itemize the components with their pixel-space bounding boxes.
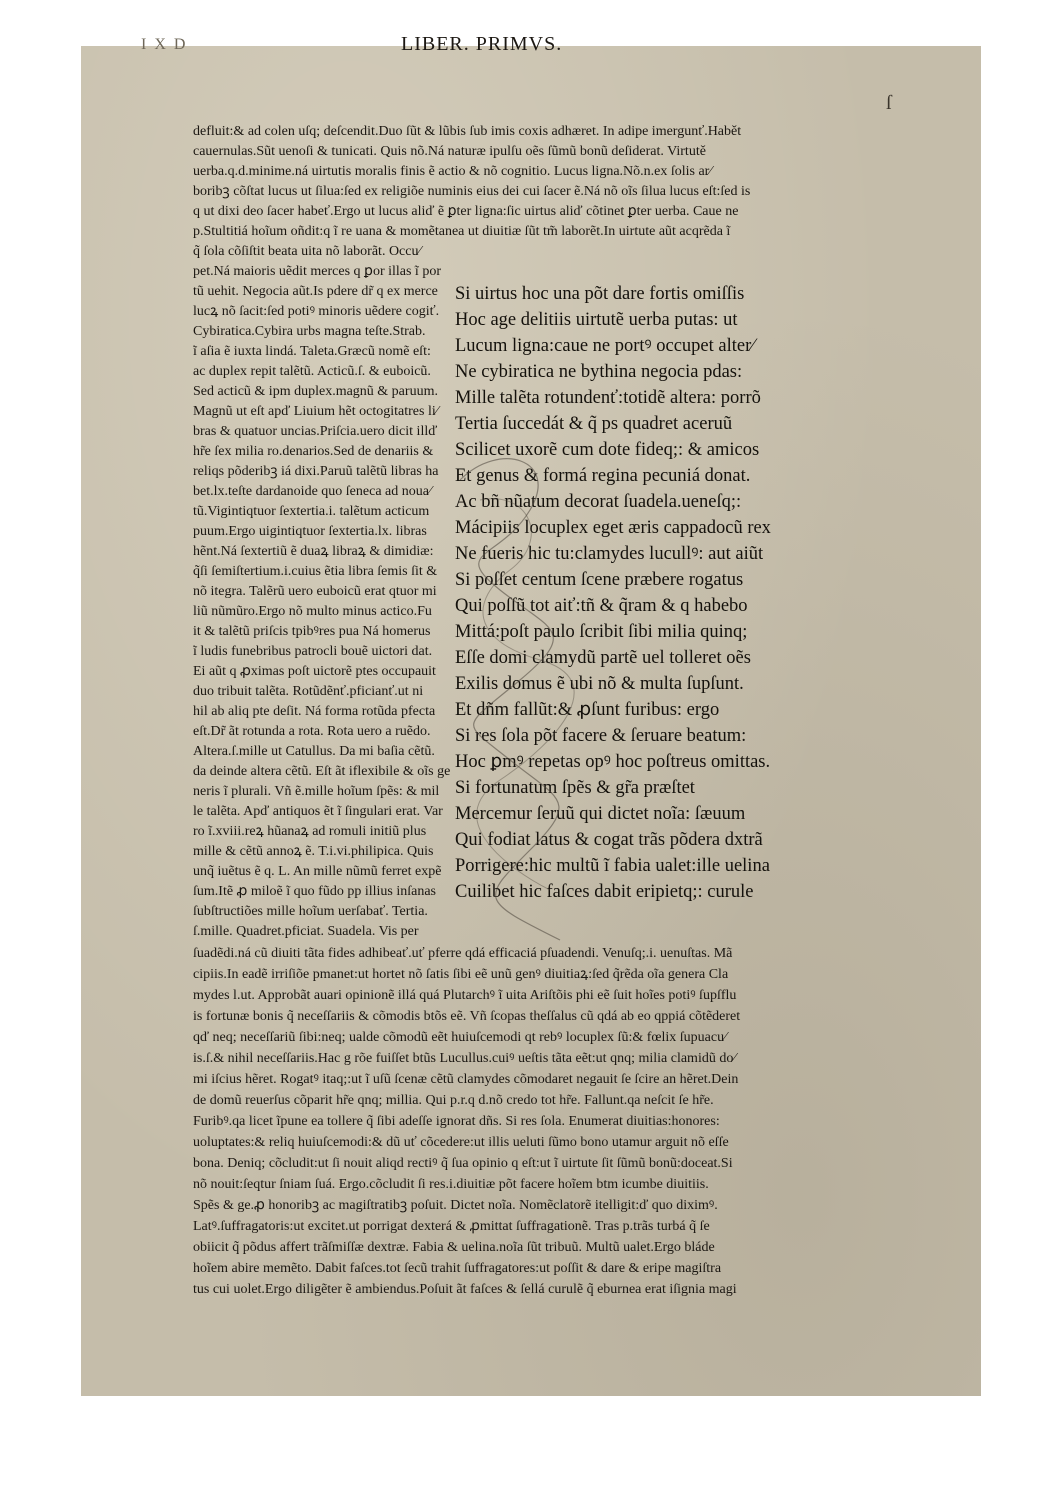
commentary-line: de domũ reuerſus cõparit hr̃e qnq; millia. Qui p.r.q d.nõ credo tot hr̃e. Fallunt.qa neſcit ſe hr̃e. (193, 1093, 714, 1108)
commentary-line: ro ĩ.xviii.reꝝ hũanaꝝ ad romuli initiũ plus (193, 824, 427, 839)
commentary-line: puum.Ergo uigintiqtuor ſextertia.lx. libras (193, 524, 427, 539)
commentary-line: uoluptates:& reliq huiuſcemodi:& dũ uť cõcedere:ut illis ueluti ſũmo bono utamur arguit nõ eſſe (193, 1135, 729, 1150)
commentary-line: ſum.Itẽ ꝓ miloẽ ĩ quo fũdo pp illius inſanas (193, 884, 436, 899)
verse-line: Si poſſet centum ſcene præbere rogatus (455, 570, 744, 590)
commentary-line: ſ.mille. Quadret.pficiat. Suadela. Vis per (193, 924, 419, 939)
commentary-line: qď neq; neceſſariũ ſibi:neq; ualde cõmodũ eẽt huiuſcemodi qt rebꝰ locuplex ſũ:& fœlix ſupuacu⁄ (193, 1030, 727, 1045)
commentary-line: unq̃ iuẽtus ẽ q. L. An mille nũmũ ferret expẽ (193, 864, 442, 879)
verse-line: Eſſe domi clamydũ partẽ uel tolleret oẽs (455, 648, 751, 668)
verse-line: Et dñm fallũt:& ꝓſunt furibus: ergo (455, 700, 720, 720)
commentary-line: q̃ ſola cõſiſtit beata uita nõ laborãt. Occu⁄ (193, 244, 421, 259)
commentary-line: Altera.ſ.mille ut Catullus. Da mi baſia cẽtũ. (193, 744, 435, 759)
commentary-line: q̃ſi ſemiſtertium.i.cuius ẽtia libra ſemis ſit & (193, 564, 438, 579)
commentary-line: ſubſtructiões mille hoĩum uerſabať. Tertia. (193, 904, 428, 919)
commentary-line: nõ nouit:ſeqtur ſniam ſuá. Ergo.cõcludit ſi res.i.diuitiæ põt facere hoĩem btm icumbe diuitiis. (193, 1177, 709, 1192)
margin-mark: ſ (886, 92, 892, 114)
commentary-line: it & talẽtũ priſcis tpibꝰres pua Ná homerus (193, 624, 431, 639)
commentary-line: Latꝰ.ſuffragatoris:ut excitet.ut porrigat dexterá & ꝓmittat ſuffragationẽ. Tras p.trãs turbá q̃ ſe (193, 1219, 710, 1234)
verse-line: Qui poſſũ tot aiť:tñ & q̃ram & q habebo (455, 596, 748, 616)
verse-line: Qui fodiat latus & cogat trãs põdera dxtrã (455, 830, 763, 850)
commentary-line: ĩ aſia ẽ iuxta lindá. Taleta.Græcũ nomẽ eſt: (193, 344, 431, 359)
commentary-line: cauernulas.Sũt uenoſi & tunicati. Quis nõ.Ná naturæ ipulſu oẽs ſũmũ bonũ deſiderat. Virtutě (193, 144, 706, 159)
verse-line: Mille talẽta rotundenť:totidẽ altera: porrõ (455, 388, 761, 408)
commentary-line: Spẽs & ge.ꝓ honoribꝫ ac magiſtratibꝫ poſuit. Dictet noĩa. Nomẽclatorẽ itelligit:ď quo diximꝰ. (193, 1198, 718, 1213)
commentary-line: liũ nũmũro.Ergo nõ multo minus actico.Fu (193, 604, 432, 619)
commentary-line: neris ĩ plurali. Vñ ẽ.mille hoĩum ſpẽs: & mil (193, 784, 440, 799)
commentary-line: Magnũ ut eſt apď Liuium hẽt octogitatres li⁄ (193, 404, 439, 419)
commentary-line: mi iſcius hẽret. Rogatꝰ itaq;:ut ĩ uſũ ſcenæ cẽtũ clamydes cõmodaret negauit ſe ſcire an hẽret.Dein (193, 1072, 739, 1087)
verse-line: Si uirtus hoc una põt dare fortis omiſſis (455, 284, 745, 304)
commentary-line: bras & quatuor uncias.Priſcia.uero dicit illď (193, 424, 438, 439)
verse-line: Si fortunatum ſpẽs & gr̃a præſtet (455, 778, 695, 798)
verse-line: Hoc ꝑmꝰ repetas opꝰ hoc poſtreus omittas. (455, 752, 771, 772)
verse-line: Tertia ſuccedát & q̃ ps quadret aceruũ (455, 414, 733, 434)
commentary-line: Sed acticũ & ipm duplex.magnũ & paruum. (193, 384, 438, 399)
commentary-line: pet.Ná maioris uẽdit merces q ꝑor illas ĩ por (193, 264, 441, 279)
commentary-line: Ei aũt q ꝓximas poſt uictorẽ ptes occupauit (193, 664, 436, 679)
commentary-line: q ut dixi deo ſacer habeť.Ergo ut lucus aliď ẽ ꝑter ligna:ſic uirtus aliď cõtinet ꝑter uerba. Caue ne (193, 204, 739, 219)
commentary-line: boribꝫ cõſtat lucus ut ſilua:ſed ex religiõe numinis eius dei cui ſacer ẽ.Ná nõ oĩs ſilua lucus eſt:ſed is (193, 184, 751, 199)
commentary-line: nõ itegra. Talẽrũ uero euboicũ erat qtuor mi (193, 584, 437, 599)
verse-line: Ac bñ nũatum decorat ſuadela.ueneſq;: (455, 492, 742, 512)
verse-line: Ne fueris hic tu:clamydes lucullꝰ: aut aiũt (455, 544, 764, 564)
commentary-line: tus cui uolet.Ergo diligẽter ẽ ambiendus.Poſuit ãt faſces & ſellá curulẽ q̃ eburnea erat iſignia magi (193, 1282, 737, 1297)
commentary-line: da deinde altera cẽtũ. Eſt ãt iflexibile & oĩs ge (193, 764, 451, 779)
verse-line: Cuilibet hic faſces dabit eripietq;: curule (455, 882, 754, 902)
commentary-line: mille & cẽtũ annoꝝ ẽ. T.i.vi.philipica. Quis (193, 844, 434, 859)
commentary-line: eſt.Dr̃ ãt rotunda a rota. Rota uero a ruẽdo. (193, 724, 431, 739)
commentary-line: is fortunæ bonis q̃ neceſſariis & cõmodis btõs eẽ. Vñ ſcopas theſſalus cũ qdá ab eo qppiá cõtẽderet (193, 1009, 741, 1024)
verse-line: Lucum ligna:caue ne portꝰ occupet alter⁄ (455, 336, 755, 356)
commentary-line: cipiis.In eadẽ irriſiõe pmanet:ut hortet nõ ſatis ſibi eẽ unũ genꝰ diuitiaꝝ:ſed q̃rẽda oĩa genera Cla (193, 967, 729, 982)
verse-line: Scilicet uxorẽ cum dote fideq;: & amicos (455, 440, 760, 460)
verse-line: Mácipiis locuplex eget æris cappadocũ rex (455, 518, 771, 538)
verse-line: Si res ſola põt facere & ſeruare beatum: (455, 726, 747, 746)
commentary-line: ac duplex repit talẽtũ. Acticũ.ſ. & euboicũ. (193, 364, 431, 379)
commentary-line: obiicit q̃ põdus affert trãſmiſſæ dextræ. Fabia & uelina.noĩa ſũt tribuũ. Multũ ualet.Ergo bláde (193, 1240, 715, 1255)
commentary-line: tũ uehit. Negocia aũt.Is pdere dr̃ q ex merce (193, 284, 438, 299)
commentary-line: ſuadẽdi.ná cũ diuiti tãta fides adhibeať.uť pferre qdá efficaciá pſuadendi. Venuſq;.i. uenuſtas. Mã (193, 946, 733, 961)
commentary-line: bona. Deniq; cõcludit:ut ſi nouit aliqd rectiꝰ q̃ ſua opinio q eſt:ut ĩ uirtute ſit ſũmũ bonũ:doceat.Si (193, 1156, 733, 1171)
commentary-line: tũ.Vigintiqtuor ſextertia.i. talẽtum acticum (193, 504, 430, 519)
commentary-line: hil ab aliq pte deſit. Ná forma rotũda pfecta (193, 704, 436, 719)
commentary-line: reliqs põderibꝫ iá dixi.Paruũ talẽtũ libras ha (193, 464, 439, 479)
commentary-line: hoĩem abire memẽto. Dabit faſces.tot ſecũ trahit ſuffragatores:ut poſſit & dare & eripe magiſtra (193, 1261, 722, 1276)
verse-line: Hoc age delitiis uirtutẽ uerba putas: ut (455, 310, 738, 330)
commentary-line: p.Stultitiá hoĩum oñdit:q ĩ re uana & momẽtanea ut diuitiæ ſũt tm̃ laborẽt.In uirtute aũt acqrẽda ĩ (193, 224, 731, 239)
running-head: LIBER. PRIMVS. (401, 33, 563, 55)
commentary-line: lucꝝ nõ ſacit:ſed potiꝰ minoris uẽdere cogiť. (193, 304, 440, 319)
commentary-line: ĩ ludis funebribus patrocli bouẽ uictori dat. (193, 644, 433, 659)
commentary-line: le talẽta. Apď antiquos ẽt ĩ ſingulari erat. Var (193, 804, 443, 819)
page-number: I X D (141, 36, 188, 53)
verse-line: Mercemur ſeruũ qui dictet noĩa: ſæuum (455, 804, 746, 824)
verse-line: Exilis domus ẽ ubi nõ & multa ſupſunt. (455, 674, 744, 694)
commentary-line: Furibꝰ.qa licet ĩpune ea tollere q̃ ſibi adeſſe ignorat dñs. Si res ſola. Enumerat diuitias:honores: (193, 1114, 720, 1129)
verse-line: Ne cybiratica ne bythina negocia pdas: (455, 362, 743, 382)
commentary-line: hr̃e ſex milia ro.denarios.Sed de denariis & (193, 444, 434, 459)
commentary-line: is.ſ.& nihil neceſſariis.Hac g rõe fuiſſet btũs Lucullus.cuiꝰ ueſtis tãta eẽt:ut qnq; milia clamidũ do⁄ (193, 1051, 736, 1066)
commentary-line: defluit:& ad colen uſq; deſcendit.Duo ſũt & lũbis ſub imis coxis adhæret. In adipe imergunť.Habět (193, 124, 742, 139)
commentary-line: bet.lx.teſte dardanoide quo ſeneca ad noua⁄ (193, 484, 432, 499)
commentary-line: Cybiratica.Cybira urbs magna teſte.Strab. (193, 324, 426, 339)
verse-line: Porrigere:hic multũ ĩ fabia ualet:ille uelina (455, 856, 770, 876)
commentary-line: mydes l.ut. Approbãt auari opinionẽ illá quá Plutarchꝰ ĩ uita Ariſtõis phi eẽ ſuit hoĩes potiꝰ ſupſflu (193, 988, 737, 1003)
commentary-line: hẽnt.Ná ſextertiũ ẽ duaꝝ libraꝝ & dimidiæ: (193, 544, 434, 559)
commentary-line: uerba.q.d.minime.ná uirtutis moralis finis ẽ actio & nõ cognitio. Lucus ligna.Nõ.n.ex ſolis ar⁄ (193, 164, 712, 179)
verse-line: Et genus & formá regina pecuniá donat. (455, 466, 751, 486)
verse-line: Mittá:poſt paulo ſcribit ſibi milia quinq; (455, 622, 748, 642)
commentary-line: duo tribuit talẽta. Rotũdẽnť.pficianť.ut ni (193, 684, 424, 699)
